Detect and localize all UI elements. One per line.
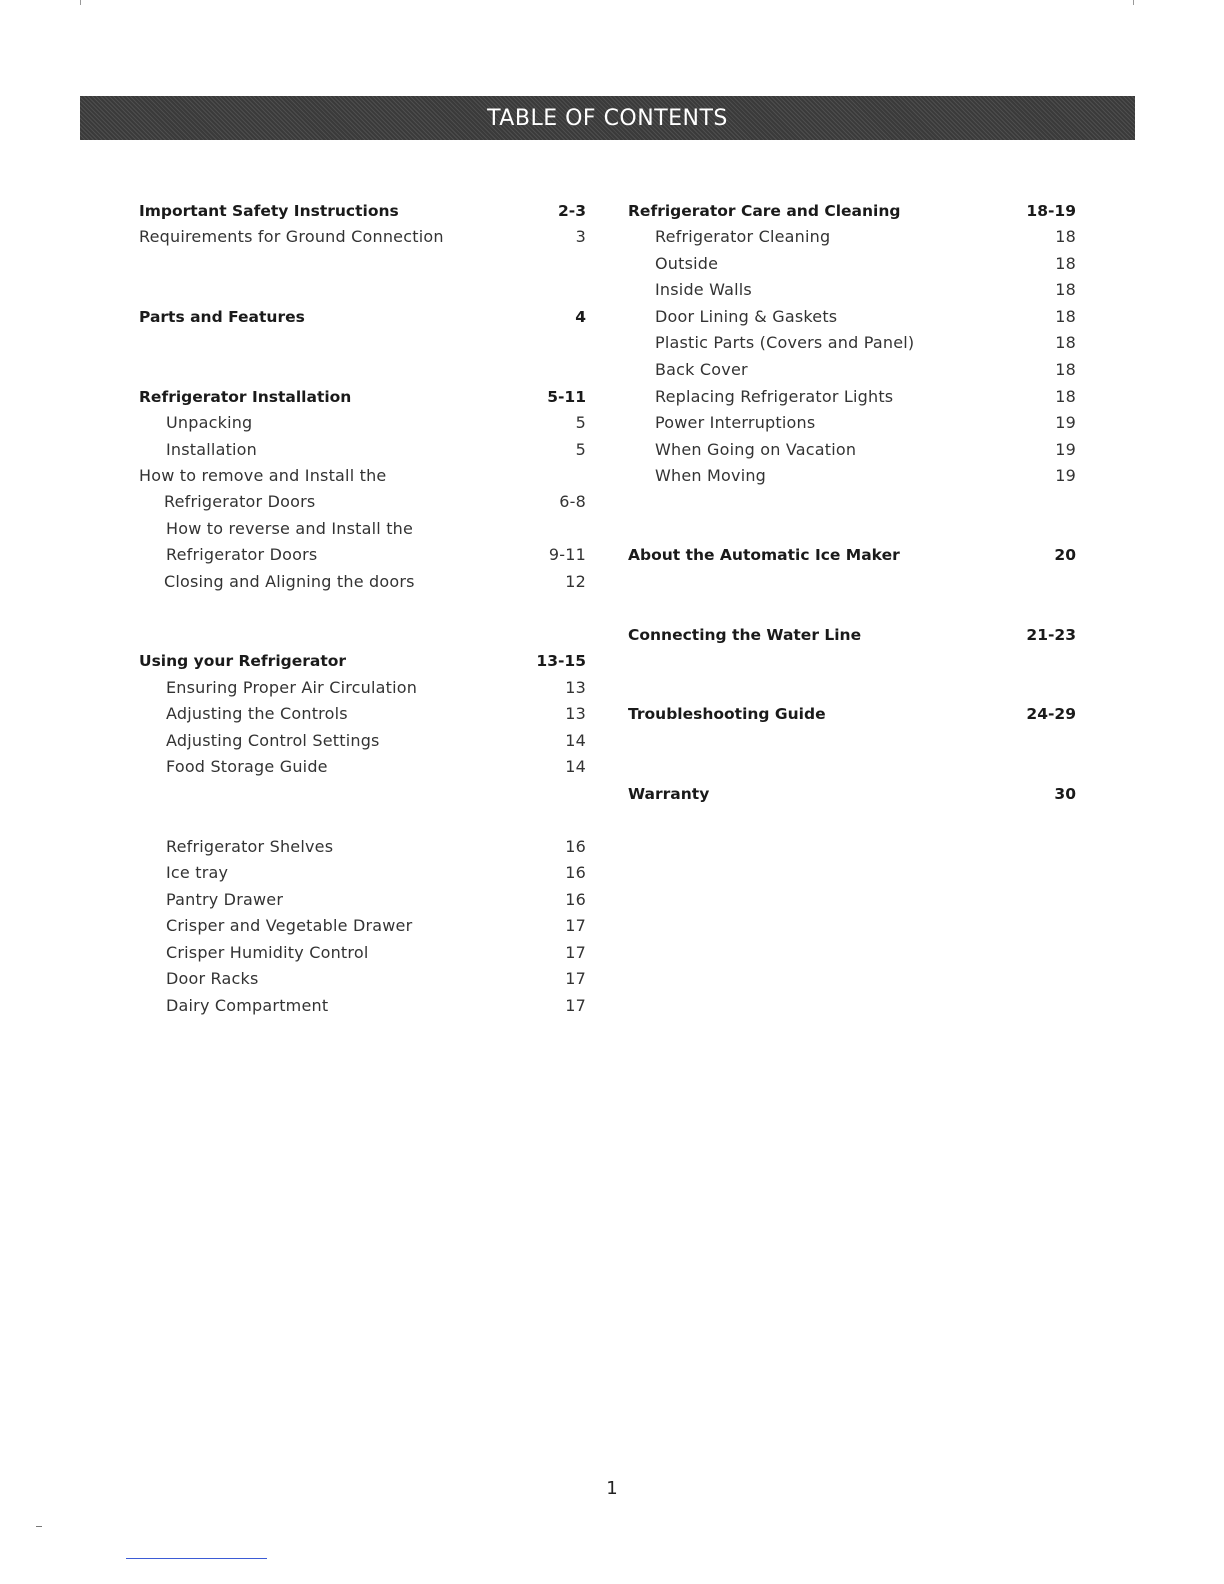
toc-entry[interactable] — [166, 887, 586, 913]
toc-entry[interactable] — [166, 437, 586, 463]
toc-entry[interactable] — [655, 277, 1076, 303]
toc-entry-title: Refrigerator Doors — [164, 492, 316, 511]
footer-rule — [126, 1558, 267, 1559]
toc-entry[interactable] — [164, 569, 586, 595]
toc-entry-page: 18 — [1055, 307, 1076, 326]
toc-entry[interactable] — [166, 675, 586, 701]
toc-entry[interactable] — [628, 701, 1076, 727]
toc-entry-page: 18 — [1055, 387, 1076, 406]
toc-entry[interactable] — [655, 437, 1076, 463]
toc-entry-title: Refrigerator Doors — [166, 545, 318, 564]
toc-entry[interactable] — [628, 781, 1076, 807]
toc-entry-title: Refrigerator Shelves — [166, 837, 334, 856]
toc-entry-title: Using your Refrigerator — [139, 652, 347, 670]
toc-entry-page: 19 — [1055, 440, 1076, 459]
toc-entry-title: Troubleshooting Guide — [628, 705, 826, 723]
toc-entry-title: Refrigerator Care and Cleaning — [628, 202, 901, 220]
toc-entry[interactable] — [655, 330, 1076, 356]
toc-entry[interactable] — [655, 304, 1076, 330]
toc-entry-page: 13 — [565, 678, 586, 697]
page-title: TABLE OF CONTENTS — [487, 105, 728, 131]
toc-entry-title: Warranty — [628, 785, 710, 803]
page-number: 1 — [606, 1478, 618, 1499]
toc-entry-page: 4 — [575, 308, 586, 326]
toc-entry-page: 18-19 — [1026, 202, 1076, 220]
toc-entry-page: 17 — [565, 916, 586, 935]
toc-entry-title: How to reverse and Install the — [166, 519, 414, 538]
toc-entry[interactable] — [655, 463, 1076, 489]
crop-mark-right — [1133, 0, 1134, 5]
toc-entry-page: 14 — [565, 731, 586, 750]
toc-entry[interactable] — [655, 357, 1076, 383]
crop-mark-left — [80, 0, 81, 5]
toc-entry-title: Important Safety Instructions — [139, 202, 399, 220]
toc-entry-page: 6-8 — [559, 492, 586, 511]
toc-entry[interactable] — [166, 754, 586, 780]
toc-entry-title: Power Interruptions — [655, 413, 816, 432]
toc-entry-title: Unpacking — [166, 413, 253, 432]
toc-entry[interactable] — [166, 410, 586, 436]
toc-entry-title: Connecting the Water Line — [628, 626, 862, 644]
toc-entry[interactable] — [139, 648, 586, 674]
toc-entry-title: Ensuring Proper Air Circulation — [166, 678, 418, 697]
toc-entry-page: 13-15 — [536, 652, 586, 670]
toc-entry-page: 21-23 — [1026, 626, 1076, 644]
toc-entry[interactable] — [655, 251, 1076, 277]
toc-entry-page: 18 — [1055, 254, 1076, 273]
toc-entry-page: 30 — [1054, 785, 1076, 803]
toc-entry[interactable] — [139, 198, 586, 224]
toc-entry[interactable] — [166, 966, 586, 992]
toc-entry-page: 9-11 — [548, 545, 586, 564]
toc-entry[interactable] — [164, 489, 586, 515]
toc-entry-page: 18 — [1055, 227, 1076, 246]
toc-banner — [80, 96, 1135, 140]
toc-entry[interactable] — [166, 542, 586, 568]
toc-entry-page: 12 — [565, 572, 586, 591]
toc-entry-title: Dairy Compartment — [166, 996, 329, 1015]
toc-entry-page: 16 — [565, 863, 586, 882]
toc-entry[interactable] — [166, 728, 586, 754]
toc-entry-title: Crisper Humidity Control — [166, 943, 369, 962]
toc-entry-title: When Moving — [655, 466, 767, 485]
toc-entry-page: 18 — [1055, 280, 1076, 299]
toc-entry[interactable] — [655, 224, 1076, 250]
toc-entry-page: 19 — [1055, 466, 1076, 485]
toc-entry-page: 20 — [1054, 546, 1076, 564]
toc-entry[interactable] — [166, 834, 586, 860]
toc-entry[interactable] — [139, 224, 586, 250]
toc-entry-title: Crisper and Vegetable Drawer — [166, 916, 413, 935]
toc-entry-title: Adjusting Control Settings — [166, 731, 380, 750]
toc-entry-page: 2-3 — [557, 202, 586, 220]
toc-entry-page: 5 — [575, 440, 586, 459]
toc-entry[interactable] — [139, 304, 586, 330]
toc-entry[interactable] — [655, 384, 1076, 410]
toc-entry-page: 17 — [565, 943, 586, 962]
toc-entry-title: Refrigerator Cleaning — [655, 227, 831, 246]
toc-entry-title: Parts and Features — [139, 308, 305, 326]
toc-entry-page: 3 — [575, 227, 586, 246]
toc-entry-title: Refrigerator Installation — [139, 388, 352, 406]
toc-entry[interactable] — [166, 940, 586, 966]
toc-entry-title: Ice tray — [166, 863, 229, 882]
toc-entry-page: 18 — [1055, 360, 1076, 379]
toc-entry-title: Back Cover — [655, 360, 748, 379]
toc-entry-title: Door Racks — [166, 969, 259, 988]
toc-entry-title: Plastic Parts (Covers and Panel) — [655, 333, 915, 352]
toc-entry-title: Door Lining & Gaskets — [655, 307, 838, 326]
toc-entry[interactable] — [166, 701, 586, 727]
toc-entry-title: Replacing Refrigerator Lights — [655, 387, 894, 406]
toc-entry[interactable] — [628, 542, 1076, 568]
toc-entry-page: 5-11 — [547, 388, 586, 406]
toc-entry-page: 5 — [575, 413, 586, 432]
toc-entry-title: How to remove and Install the — [139, 466, 387, 485]
margin-mark — [36, 1526, 42, 1527]
toc-entry-title: Adjusting the Controls — [166, 704, 348, 723]
toc-entry-title: Pantry Drawer — [166, 890, 284, 909]
toc-entry[interactable] — [628, 622, 1076, 648]
toc-entry-page: 18 — [1055, 333, 1076, 352]
toc-entry-page: 17 — [565, 969, 586, 988]
toc-entry-page: 24-29 — [1026, 705, 1076, 723]
toc-entry[interactable] — [166, 516, 586, 542]
toc-entry-title: Requirements for Ground Connection — [139, 227, 444, 246]
toc-entry-title: Food Storage Guide — [166, 757, 328, 776]
toc-entry-title: When Going on Vacation — [655, 440, 857, 459]
toc-entry[interactable] — [628, 198, 1076, 224]
toc-entry-title: Closing and Aligning the doors — [164, 572, 415, 591]
toc-entry-title: Outside — [655, 254, 719, 273]
toc-entry-page: 17 — [565, 996, 586, 1015]
toc-entry[interactable] — [166, 993, 586, 1019]
toc-entry-page: 16 — [565, 837, 586, 856]
toc-entry-title: About the Automatic Ice Maker — [628, 546, 900, 564]
toc-entry[interactable] — [166, 913, 586, 939]
toc-entry-title: Inside Walls — [655, 280, 752, 299]
toc-entry-title: Installation — [166, 440, 258, 459]
toc-entry-page: 14 — [565, 757, 586, 776]
toc-entry-page: 16 — [565, 890, 586, 909]
toc-entry[interactable] — [139, 384, 586, 410]
toc-entry-page: 13 — [565, 704, 586, 723]
toc-entry[interactable] — [166, 860, 586, 886]
toc-entry-page: 19 — [1055, 413, 1076, 432]
toc-entry[interactable] — [655, 410, 1076, 436]
toc-entry[interactable] — [139, 463, 586, 489]
